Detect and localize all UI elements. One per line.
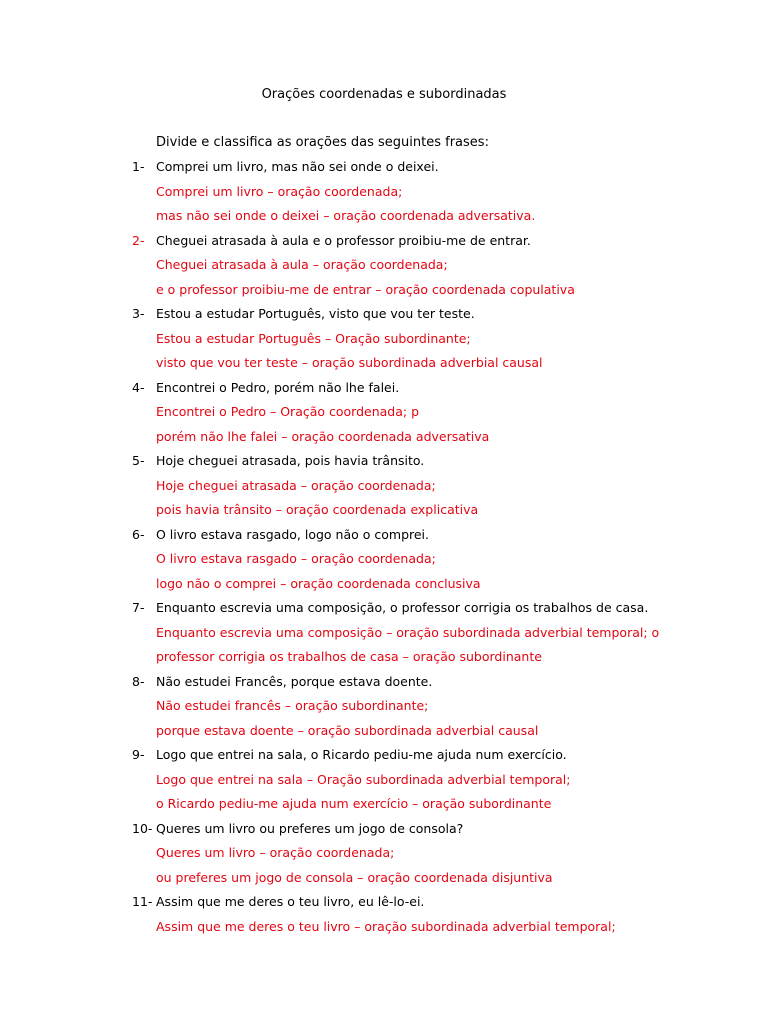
document-title: Orações coordenadas e subordinadas (261, 87, 507, 102)
answer-line (0, 795, 768, 820)
answer-text: e o professor proibiu-me de entrar – oração coordenada copulativa (156, 281, 575, 297)
answer-line (0, 428, 768, 453)
answer-text: logo não o comprei – oração coordenada conclusiva (156, 575, 481, 591)
answer-text: Enquanto escrevia uma composição – oração subordinada adverbial temporal; o (156, 624, 660, 640)
exercise-list (0, 158, 768, 942)
answer-text: Encontrei o Pedro – Oração coordenada; p (156, 404, 420, 419)
exercise-item (0, 526, 768, 551)
answer-text: ou preferes um jogo de consola – oração coordenada disjuntiva (156, 869, 553, 885)
answer-line (0, 354, 768, 379)
answer-text: visto que vou ter teste – oração subordinada adverbial causal (156, 355, 543, 370)
item-sentence: Estou a estudar Português, visto que vou ter teste. (156, 306, 475, 321)
item-sentence: Comprei um livro, mas não sei onde o deixei. (156, 159, 439, 174)
exercise-item (0, 452, 768, 477)
item-sentence: Hoje cheguei atrasada, pois havia trânsito. (156, 453, 425, 468)
answer-line (0, 550, 768, 575)
answer-text: porém não lhe falei – oração coordenada adversativa (156, 428, 490, 444)
answer-line (0, 207, 768, 232)
item-sentence: Assim que me deres o teu livro, eu lê-lo-ei. (156, 894, 425, 909)
exercise-item (0, 893, 768, 918)
answer-text: Hoje cheguei atrasada – oração coordenada; (156, 477, 436, 493)
answer-line (0, 722, 768, 747)
answer-text: Assim que me deres o teu livro – oração subordinada adverbial temporal; (156, 918, 616, 934)
answer-text: porque estava doente – oração subordinada adverbial causal (156, 722, 539, 738)
answer-text: O livro estava rasgado – oração coordenada; (156, 551, 436, 566)
answer-line (0, 624, 768, 649)
exercise-item (0, 158, 768, 183)
answer-text: pois havia trânsito – oração coordenada explicativa (156, 502, 479, 517)
item-number: 9- (132, 747, 145, 762)
item-sentence: O livro estava rasgado, logo não o comprei. (156, 526, 430, 542)
answer-line (0, 256, 768, 281)
answer-line (0, 403, 768, 428)
exercise-item (0, 746, 768, 771)
item-number: 11- (132, 894, 153, 909)
answer-text: Não estudei francês – oração subordinante; (156, 698, 429, 713)
item-sentence: Logo que entrei na sala, o Ricardo pediu-me ajuda num exercício. (156, 747, 567, 762)
exercise-item (0, 820, 768, 845)
answer-line (0, 477, 768, 502)
answer-line (0, 771, 768, 796)
answer-line (0, 918, 768, 943)
item-number: 7- (132, 600, 145, 615)
item-sentence: Queres um livro ou preferes um jogo de consola? (156, 820, 464, 836)
answer-text: Queres um livro – oração coordenada; (156, 845, 395, 860)
answer-line (0, 501, 768, 526)
item-sentence: Enquanto escrevia uma composição, o professor corrigia os trabalhos de casa. (156, 600, 649, 615)
item-number: 1- (132, 159, 145, 174)
item-number: 2- (132, 232, 145, 248)
answer-line (0, 330, 768, 355)
item-sentence: Não estudei Francês, porque estava doente. (156, 673, 433, 689)
answer-text: Cheguei atrasada à aula – oração coordenada; (156, 257, 448, 272)
exercise-item (0, 379, 768, 404)
instruction-text: Divide e classifica as orações das seguintes frases: (156, 135, 489, 150)
answer-line (0, 697, 768, 722)
item-number: 8- (132, 673, 145, 689)
item-number: 6- (132, 526, 145, 542)
item-sentence: Cheguei atrasada à aula e o professor proibiu-me de entrar. (156, 232, 531, 248)
answer-text: Comprei um livro – oração coordenada; (156, 183, 403, 199)
answer-line (0, 575, 768, 600)
item-sentence: Encontrei o Pedro, porém não lhe falei. (156, 379, 400, 395)
answer-text: Logo que entrei na sala – Oração subordinada adverbial temporal; (156, 771, 571, 787)
answer-line (0, 281, 768, 306)
exercise-item (0, 673, 768, 698)
answer-line (0, 844, 768, 869)
exercise-item (0, 305, 768, 330)
answer-text: professor corrigia os trabalhos de casa – oração subordinante (156, 649, 542, 664)
answer-line (0, 648, 768, 673)
exercise-item (0, 232, 768, 257)
answer-line (0, 869, 768, 894)
item-number: 4- (132, 379, 145, 395)
answer-line (0, 183, 768, 208)
answer-text: Estou a estudar Português – Oração subordinante; (156, 330, 471, 346)
answer-text: o Ricardo pediu-me ajuda num exercício – oração subordinante (156, 796, 552, 811)
exercise-item (0, 599, 768, 624)
item-number: 10- (132, 820, 153, 836)
answer-text: mas não sei onde o deixei – oração coordenada adversativa. (156, 208, 536, 223)
item-number: 3- (132, 306, 145, 321)
item-number: 5- (132, 453, 145, 468)
